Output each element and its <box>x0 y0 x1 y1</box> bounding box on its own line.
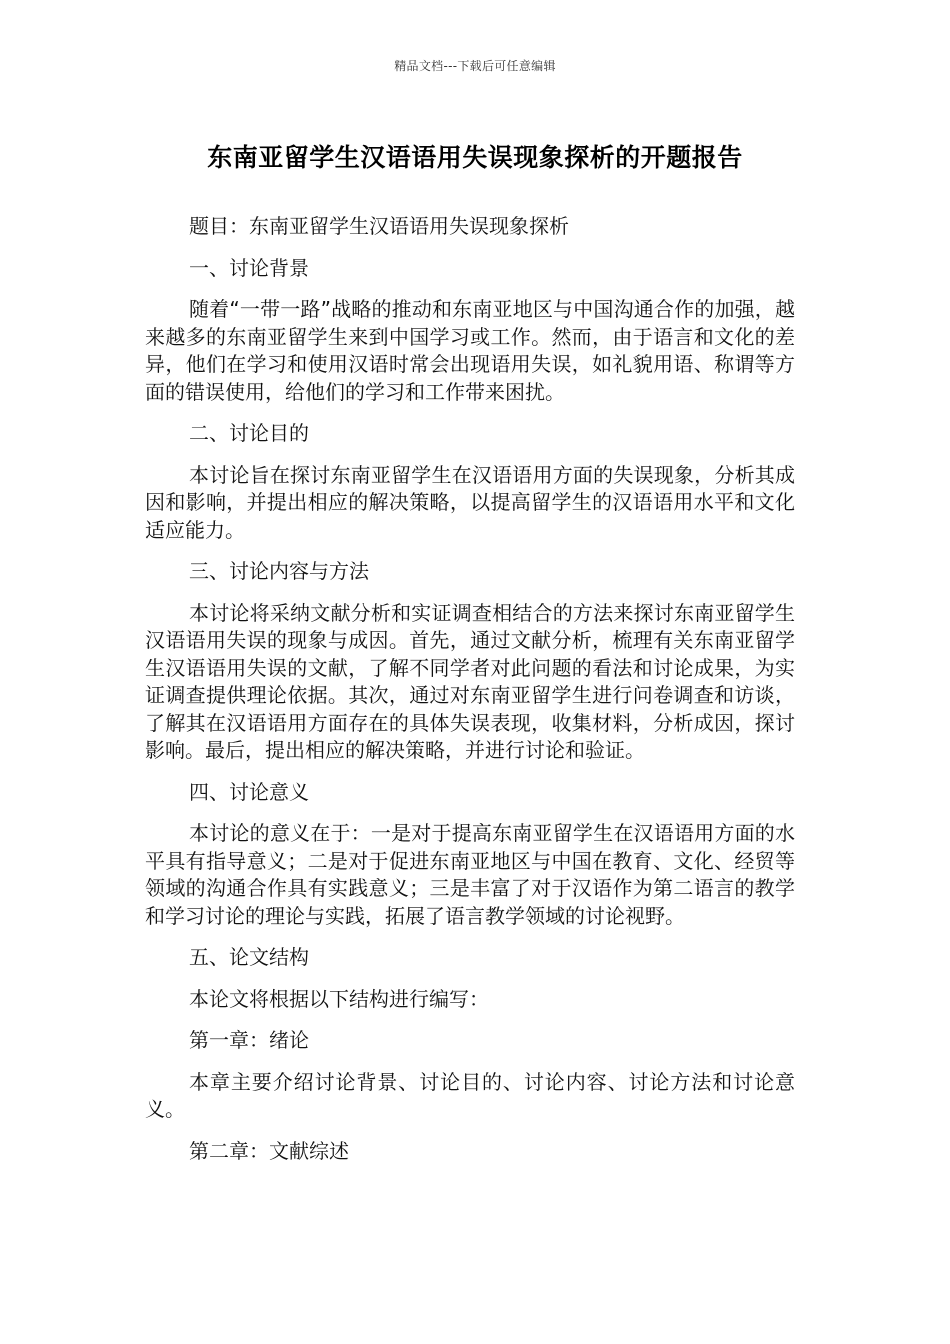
section-heading-background: 一、讨论背景 <box>189 255 309 280</box>
topic-line: 题目：东南亚留学生汉语语用失误现象探析 <box>189 214 569 238</box>
document-title: 东南亚留学生汉语语用失误现象探析的开题报告 <box>207 143 743 172</box>
paragraph-purpose: 本讨论旨在探讨东南亚留学生在汉语语用方面的失误现象，分析其成因和影响，并提出相应的解决策略，以提高留学生的汉语语用水平和文化适应能力。 <box>145 462 795 542</box>
section-heading-structure: 五、论文结构 <box>189 945 309 969</box>
paragraph-structure-intro: 本论文将根据以下结构进行编写： <box>189 986 489 1011</box>
page-header-watermark: 精品文档---下载后可任意编辑 <box>394 59 556 73</box>
document-body <box>145 213 795 1179</box>
section-heading-content-method: 三、讨论内容与方法 <box>189 559 369 583</box>
chapter-heading-1: 第一章：绪论 <box>189 1028 309 1052</box>
section-heading-purpose: 二、讨论目的 <box>189 421 309 445</box>
paragraph-significance: 本讨论的意义在于：一是对于提高东南亚留学生在汉语语用方面的水平具有指导意义；二是对于促进东南亚地区与中国在教育、文化、经贸等领域的沟通合作具有实践意义；三是丰富了对于汉语作为第二语言的教学和学习讨论的理论与实践，拓展了语言教学领域的讨论视野。 <box>145 821 795 928</box>
section-heading-significance: 四、讨论意义 <box>189 779 309 804</box>
paragraph-chapter-1: 本章主要介绍讨论背景、讨论目的、讨论内容、讨论方法和讨论意义。 <box>145 1069 795 1121</box>
paragraph-content-method: 本讨论将采纳文献分析和实证调查相结合的方法来探讨东南亚留学生汉语语用失误的现象与成因。首先，通过文献分析，梳理有关东南亚留学生汉语语用失误的文献，了解不同学者对此问题的看法和讨论成果，为实证调查提供理论依据。其次，通过对东南亚留学生进行问卷调查和访谈，了解其在汉语语用方面存在的具体失误表现，收集材料，分析成因，探讨影响。最后，提出相应的解决策略，并进行讨论和验证。 <box>145 600 795 762</box>
chapter-heading-2: 第二章：文献综述 <box>189 1138 349 1163</box>
paragraph-background: 随着“一带一路”战略的推动和东南亚地区与中国沟通合作的加强，越来越多的东南亚留学生来到中国学习或工作。然而，由于语言和文化的差异，他们在学习和使用汉语时常会出现语用失误，如礼貌用语、称谓等方面的错误使用，给他们的学习和工作带来困扰。 <box>145 297 795 404</box>
